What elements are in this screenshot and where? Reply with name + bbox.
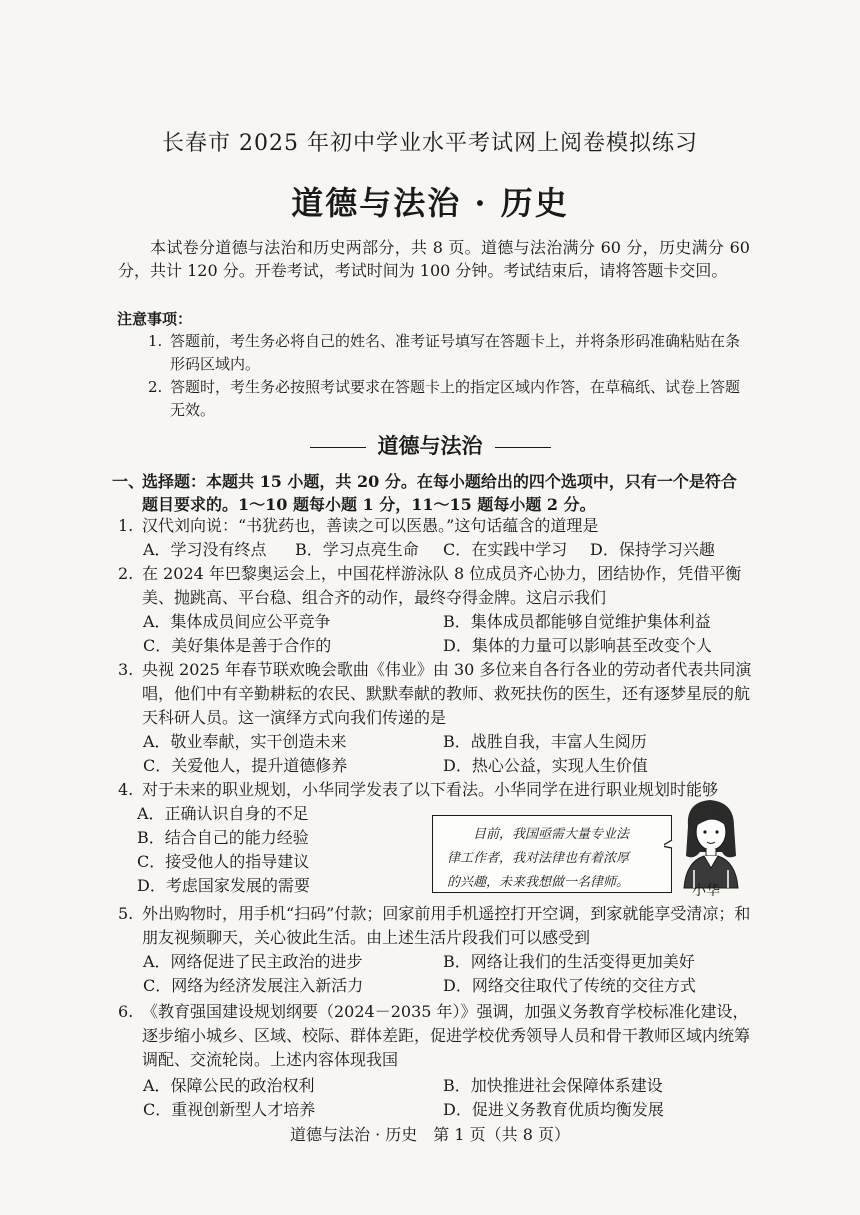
option-d: D．集体的力量可以影响甚至改变个人: [443, 636, 712, 655]
subject-title: 道德与法治 · 历史: [291, 184, 569, 222]
option-b: B．加快推进社会保障体系建设: [443, 1076, 663, 1095]
option-a: A．集体成员间应公平竞争: [143, 612, 331, 631]
option-c: C．网络为经济发展注入新活力: [143, 976, 364, 995]
part-number: 一、: [112, 472, 145, 491]
page-footer: 道德与法治 · 历史 第 1 页（共 8 页）: [290, 1125, 570, 1144]
question-text: 在 2024 年巴黎奥运会上，中国花样游泳队 8 位成员齐心协力，团结协作，凭借平衡美、抛跳高、平台稳、组合齐的动作，最终夺得金牌。这启示我们: [142, 564, 742, 607]
option-a: A．正确认识自身的不足: [137, 804, 309, 823]
question-text: 央视 2025 年春节联欢晚会歌曲《伟业》由 30 多位来自各行各业的劳动者代表共同演唱，他们中有辛勤耕耘的农民、默默奉献的教师、救死扶伤的医生，还有逐梦星辰的航天科研人员。这一演绎方式向我们传递的是: [142, 660, 752, 727]
exam-instructions: 本试卷分道德与法治和历史两部分，共 8 页。道德与法治满分 60 分，历史满分 60 分，共计 120 分。开卷考试，考试时间为 100 分钟。考试结束后，请将答题卡交回。: [118, 238, 750, 280]
section-title: [0, 430, 860, 460]
notes-heading: 注意事项：: [117, 310, 193, 328]
question-stem: [118, 1000, 754, 1072]
exam-title: 长春市 2025 年初中学业水平考试网上阅卷模拟练习: [162, 131, 698, 156]
note-number: 1.: [148, 332, 163, 350]
section-title-text: 道德与法治: [377, 433, 483, 458]
option-b: B．战胜自我，丰富人生阅历: [443, 732, 647, 751]
note-text: 答题前，考生务必将自己的姓名、准考证号填写在答题卡上，并将条形码准确粘贴在条形码区域内。: [170, 332, 741, 373]
option-c: C．美好集体是善于合作的: [143, 636, 332, 655]
option-b: B．学习点亮生命: [295, 540, 419, 559]
question-number: 4.: [118, 780, 134, 799]
option-b: B．结合自己的能力经验: [137, 828, 309, 847]
question-number: 3.: [118, 660, 134, 679]
option-a: A．学习没有终点: [143, 540, 267, 559]
question-stem: [118, 562, 754, 610]
option-b: B．网络让我们的生活变得更加美好: [443, 952, 695, 971]
option-a: A．敬业奉献，实干创造未来: [143, 732, 347, 751]
title-rule-left: [310, 447, 366, 448]
option-d: D．网络交往取代了传统的交往方式: [443, 976, 696, 995]
question-stem: [118, 778, 754, 802]
character-name: 小华: [692, 883, 720, 899]
note-text: 答题时，考生务必按照考试要求在答题卡上的指定区域内作答，在草稿纸、试卷上答题无效。: [170, 378, 741, 419]
question-text: 《教育强国建设规划纲要（2024－2035 年）》强调，加强义务教育学校标准化建设，逐步缩小城乡、区域、校际、群体差距，促进学校优秀领导人员和骨干教师区域内统筹调配、交流轮岗。上述内容体现我国: [142, 1002, 751, 1069]
option-c: C．在实践中学习: [443, 540, 568, 559]
question-number: 5.: [118, 904, 134, 923]
question-text: 汉代刘向说：“书犹药也，善读之可以医愚。”这句话蕴含的道理是: [142, 516, 599, 535]
question-number: 6.: [118, 1002, 134, 1021]
question-text: 外出购物时，用手机“扫码”付款；回家前用手机遥控打开空调，到家就能享受清凉；和朋友视频聊天，关心彼此生活。由上述生活片段我们可以感受到: [142, 904, 751, 947]
question-stem: [118, 658, 754, 730]
option-a: A．保障公民的政治权利: [143, 1076, 315, 1095]
question-stem: [118, 514, 754, 538]
note-number: 2.: [148, 378, 163, 396]
option-d: D．热心公益，实现人生价值: [443, 756, 648, 775]
option-c: C．重视创新型人才培养: [143, 1100, 316, 1119]
option-d: D．保持学习兴趣: [590, 540, 715, 559]
speech-callout: [432, 815, 672, 893]
option-a: A．网络促进了民主政治的进步: [143, 952, 363, 971]
callout-line: 的兴趣，未来我想做一名律师。: [447, 875, 630, 890]
title-rule-right: [495, 447, 551, 448]
callout-line: 律工作者，我对法律也有着浓厚: [447, 851, 630, 866]
part-instructions: 选择题：本题共 15 小题，共 20 分。在每小题给出的四个选项中，只有一个是符合题目要求的。1～10 题每小题 1 分，11～15 题每小题 2 分。: [142, 472, 737, 514]
callout-line: 目前，我国亟需大量专业法: [473, 827, 630, 842]
question-text: 对于未来的职业规划，小华同学发表了以下看法。小华同学在进行职业规划时能够: [142, 780, 719, 799]
note-item: [148, 330, 748, 376]
question-stem: [118, 902, 754, 950]
option-c: C．接受他人的指导建议: [137, 852, 310, 871]
option-d: D．考虑国家发展的需要: [137, 876, 310, 895]
option-d: D．促进义务教育优质均衡发展: [443, 1100, 664, 1119]
part-heading: [112, 470, 752, 516]
note-item: [148, 376, 748, 422]
option-c: C．关爱他人，提升道德修养: [143, 756, 348, 775]
option-b: B．集体成员都能够自觉维护集体利益: [443, 612, 711, 631]
question-number: 1.: [118, 516, 134, 535]
question-number: 2.: [118, 564, 134, 583]
